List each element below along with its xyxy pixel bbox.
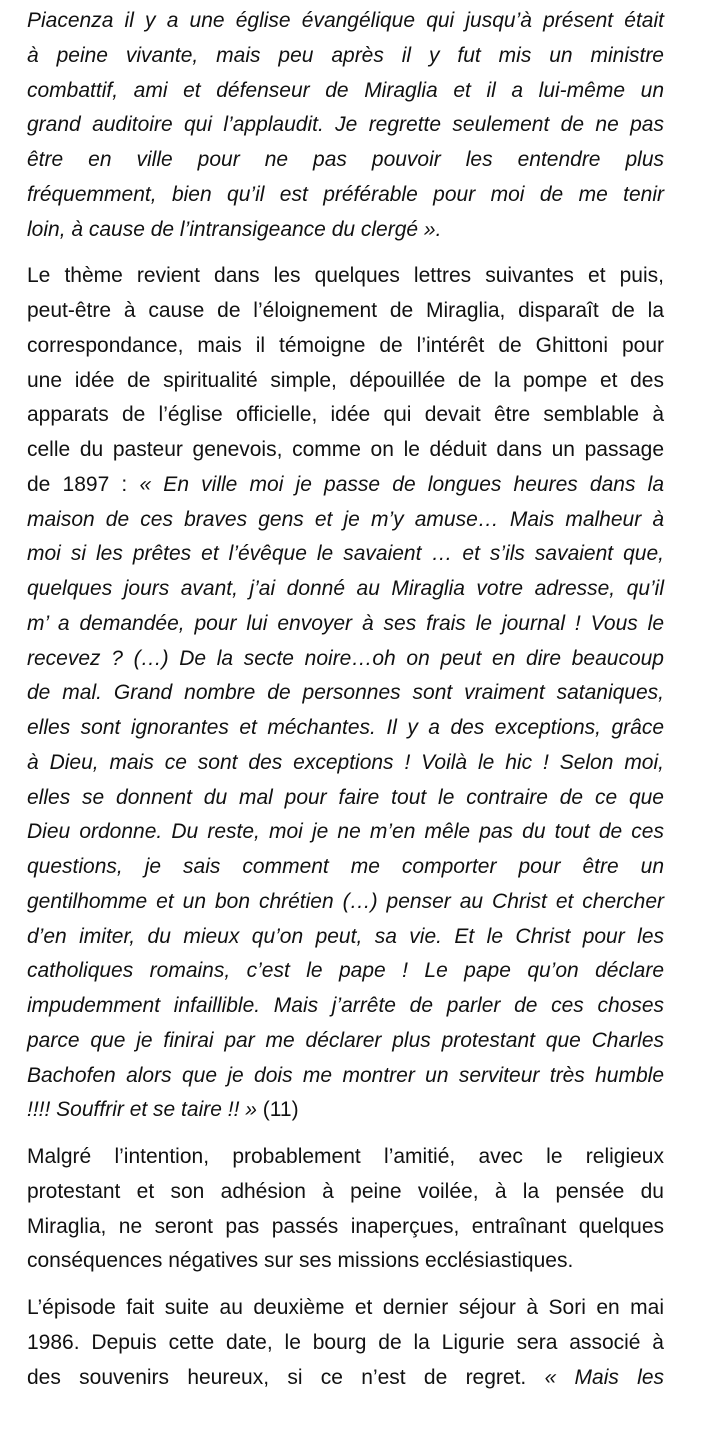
text-line (27, 850, 664, 885)
text-run: apparats de l’église officielle, idée qui devait être semblable à (27, 403, 664, 427)
text-line (27, 537, 664, 572)
italic-text: être en ville pour ne pas pouvoir les entendre plus (27, 148, 664, 171)
text-run: conséquences négatives sur ses missions ecclésiastiques. (27, 1249, 574, 1273)
text-run: peut-être à cause de l’éloignement de Miraglia, disparaît de la (27, 299, 664, 322)
text-line (27, 746, 664, 781)
text-line (27, 1093, 664, 1128)
text-line (27, 711, 664, 746)
text-run: L’épisode fait suite au deuxième et dernier séjour à Sori en mai (27, 1296, 664, 1319)
text-line (27, 468, 664, 503)
italic-text: impudemment infaillible. Mais j’arrête de parler de ces choses (27, 994, 664, 1017)
italic-text: Piacenza il y a une église évangélique qui jusqu’à présent était (27, 9, 664, 32)
text-line (27, 1140, 664, 1175)
italic-text: fréquemment, bien qu’il est préférable pour moi de me tenir (27, 182, 664, 206)
text-line (27, 259, 664, 294)
italic-text: de mal. Grand nombre de personnes sont vraiment sataniques, (27, 681, 664, 705)
text-line (27, 143, 664, 178)
text-run: des souvenirs heureux, si ce n’est de regret. (27, 1365, 545, 1389)
text-line (27, 885, 664, 920)
text-line (27, 433, 664, 468)
text-line (27, 1291, 664, 1326)
italic-text: !!!! Souffrir et se taire !! » (27, 1098, 257, 1122)
italic-text: grand auditoire qui l’applaudit. Je regrette seulement de ne pas (27, 113, 664, 137)
text-line (27, 1361, 664, 1396)
text-line (27, 1326, 664, 1361)
text-run: Le thème revient dans les quelques lettres suivantes et puis, (27, 264, 664, 288)
italic-text: combattif, ami et défenseur de Miraglia et il a lui-même un (27, 78, 664, 102)
text-line (27, 607, 664, 642)
text-line (27, 329, 664, 364)
text-line (27, 572, 664, 607)
italic-text: quelques jours avant, j’ai donné au Miraglia votre adresse, qu’il (27, 577, 664, 600)
document-page (27, 4, 664, 1395)
text-line (27, 178, 664, 213)
text-line (27, 364, 664, 399)
paragraph (27, 4, 664, 247)
italic-text: m’ a demandée, pour lui envoyer à ses frais le journal ! Vous le (27, 611, 664, 635)
paragraph (27, 1140, 664, 1279)
text-line (27, 503, 664, 538)
text-run: Malgré l’intention, probablement l’amitié, avec le religieux (27, 1145, 664, 1168)
italic-text: moi si les prêtes et l’évêque le savaient … et s’ils savaient que, (27, 542, 664, 566)
italic-text: Bachofen alors que je dois me montrer un serviteur très humble (27, 1063, 664, 1087)
text-line (27, 1024, 664, 1059)
text-line (27, 781, 664, 816)
italic-text: maison de ces braves gens et je m’y amuse… Mais malheur à (27, 507, 664, 531)
paragraph (27, 259, 664, 1128)
text-run: protestant et son adhésion à peine voilée, à la pensée du (27, 1179, 664, 1203)
italic-text: d’en imiter, du mieux qu’on peut, sa vie. Et le Christ pour les (27, 924, 664, 948)
italic-text: à Dieu, mais ce sont des exceptions ! Voilà le hic ! Selon moi, (27, 750, 664, 774)
text-line (27, 74, 664, 109)
text-line (27, 1210, 664, 1245)
italic-text: gentilhomme et un bon chrétien (…) penser au Christ et chercher (27, 889, 664, 913)
text-line (27, 108, 664, 143)
text-line (27, 989, 664, 1024)
text-line (27, 39, 664, 74)
italic-text: questions, je sais comment me comporter pour être un (27, 855, 664, 878)
italic-text: à peine vivante, mais peu après il y fut mis un ministre (27, 43, 664, 67)
text-line (27, 1175, 664, 1210)
text-line (27, 294, 664, 329)
italic-text: elles se donnent du mal pour faire tout le contraire de ce que (27, 785, 664, 809)
text-run: (11) (256, 1098, 299, 1122)
paragraph (27, 1291, 664, 1395)
text-line (27, 398, 664, 433)
italic-text: Dieu ordonne. Du reste, moi je ne m’en mêle pas du tout de ces (27, 820, 664, 844)
text-run: correspondance, mais il témoigne de l’intérêt de Ghittoni pour (27, 333, 664, 357)
italic-text: « Mais les (544, 1365, 665, 1389)
text-run: celle du pasteur genevois, comme on le déduit dans un passage (27, 438, 664, 461)
italic-text: elles sont ignorantes et méchantes. Il y a des exceptions, grâce (27, 716, 664, 739)
italic-text: recevez ? (…) De la secte noire…oh on peut en dire beaucoup (27, 646, 664, 670)
text-line (27, 213, 664, 248)
text-run: de 1897 : (27, 472, 140, 496)
text-run: Miraglia, ne seront pas passés inaperçues, entraînant quelques (27, 1214, 664, 1238)
text-line (27, 676, 664, 711)
italic-text: parce que je finirai par me déclarer plus protestant que Charles (27, 1028, 664, 1052)
text-line (27, 4, 664, 39)
text-run: une idée de spiritualité simple, dépouillée de la pompe et des (27, 368, 664, 392)
text-line (27, 920, 664, 955)
text-line (27, 954, 664, 989)
text-line (27, 815, 664, 850)
text-run: 1986. Depuis cette date, le bourg de la Ligurie sera associé à (27, 1330, 664, 1354)
italic-text: loin, à cause de l’intransigeance du clergé ». (27, 217, 442, 241)
italic-text: « En ville moi je passe de longues heures dans la (139, 472, 664, 496)
italic-text: catholiques romains, c’est le pape ! Le pape qu’on déclare (27, 959, 664, 983)
text-line (27, 1244, 664, 1279)
text-line (27, 1059, 664, 1094)
text-line (27, 642, 664, 677)
